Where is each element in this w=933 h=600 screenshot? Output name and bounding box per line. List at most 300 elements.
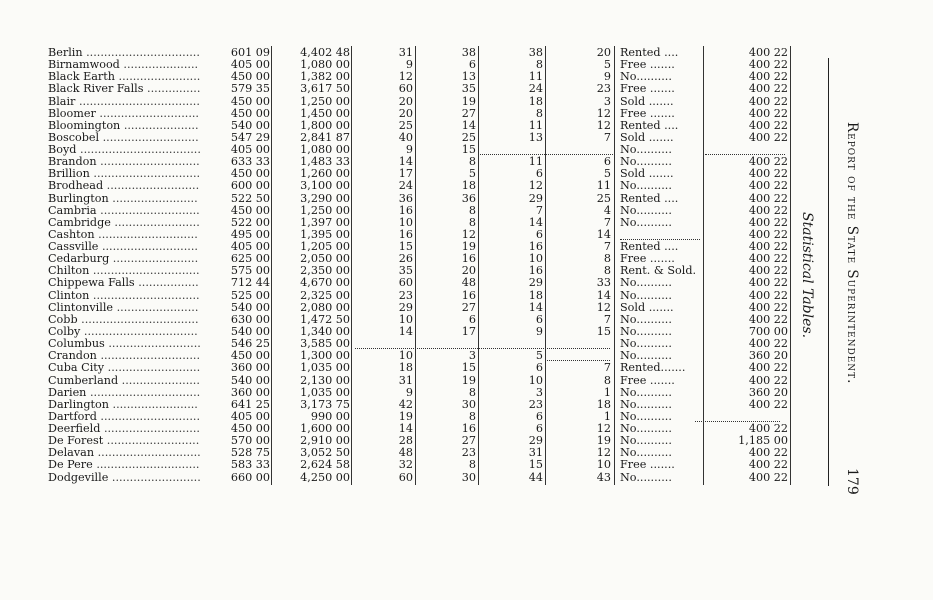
value-cell: 2,624 58	[300, 458, 350, 472]
school-name: Blair ..................................	[48, 94, 200, 108]
value-cell: 6	[535, 167, 543, 181]
school-name: Chilton ..............................	[48, 264, 200, 278]
value-cell: 16	[528, 240, 543, 254]
status-cell: Rented ....	[620, 118, 679, 132]
school-name: Cambridge ........................	[48, 215, 200, 229]
value-cell: 12	[461, 227, 476, 241]
value-cell: 24	[528, 82, 543, 96]
value-cell: 400 22	[748, 312, 788, 326]
empty-cell-leader	[695, 421, 780, 422]
value-cell: 8	[603, 373, 611, 387]
value-cell: 400 22	[748, 252, 788, 266]
value-cell: 31	[398, 373, 413, 387]
value-cell: 8	[535, 58, 543, 72]
value-cell: 17	[398, 167, 413, 181]
school-name: De Pere .............................	[48, 458, 200, 472]
value-cell: 450 00	[230, 349, 270, 363]
value-cell: 450 00	[230, 422, 270, 436]
status-cell: No..........	[620, 155, 672, 169]
value-cell: 16	[398, 203, 413, 217]
status-cell: No..........	[620, 215, 672, 229]
value-cell: 23	[596, 82, 611, 96]
value-cell: 400 22	[748, 470, 788, 484]
empty-cell-leader	[355, 348, 610, 349]
value-cell: 400 22	[748, 446, 788, 460]
value-cell: 14	[398, 155, 413, 169]
school-name: Brillion ..............................	[48, 167, 201, 181]
value-cell: 601 09	[230, 46, 270, 59]
value-cell: 400 22	[748, 94, 788, 108]
value-cell: 19	[461, 240, 476, 254]
value-cell: 18	[528, 288, 543, 302]
value-cell: 450 00	[230, 167, 270, 181]
value-cell: 1,600 00	[300, 422, 350, 436]
value-cell: 23	[461, 446, 476, 460]
value-cell: 14	[596, 288, 611, 302]
value-cell: 29	[528, 276, 543, 290]
value-cell: 3,617 50	[300, 82, 350, 96]
value-cell: 400 22	[748, 458, 788, 472]
value-cell: 15	[596, 324, 611, 338]
value-cell: 700 00	[748, 324, 788, 338]
value-cell: 17	[461, 324, 476, 338]
value-cell: 16	[461, 422, 476, 436]
value-cell: 24	[398, 179, 413, 193]
value-cell: 400 22	[748, 337, 788, 351]
school-name: Berlin ................................	[48, 46, 200, 59]
value-cell: 26	[398, 252, 413, 266]
value-cell: 18	[596, 397, 611, 411]
value-cell: 400 22	[748, 70, 788, 84]
value-cell: 400 22	[748, 422, 788, 436]
school-name: Dartford ............................	[48, 409, 201, 423]
value-cell: 12	[596, 446, 611, 460]
status-cell: No..........	[620, 312, 672, 326]
value-cell: 27	[461, 434, 476, 448]
value-cell: 400 22	[748, 373, 788, 387]
value-cell: 10	[398, 349, 413, 363]
value-cell: 7	[603, 240, 611, 254]
value-cell: 495 00	[230, 227, 270, 241]
empty-cell-leader	[480, 154, 615, 155]
value-cell: 31	[528, 446, 543, 460]
value-cell: 20	[596, 46, 611, 59]
status-cell: No..........	[620, 337, 672, 351]
value-cell: 25	[461, 130, 476, 144]
value-cell: 8	[468, 409, 476, 423]
value-cell: 547 29	[230, 130, 270, 144]
status-cell: Free .......	[620, 252, 675, 266]
value-cell: 450 00	[230, 203, 270, 217]
value-cell: 360 20	[748, 349, 788, 363]
header-rule	[828, 58, 829, 486]
value-cell: 6	[603, 155, 611, 169]
value-cell: 540 00	[230, 300, 270, 314]
value-cell: 625 00	[230, 252, 270, 266]
value-cell: 405 00	[230, 240, 270, 254]
value-cell: 36	[398, 191, 413, 205]
value-cell: 1,472 50	[300, 312, 350, 326]
value-cell: 6	[468, 58, 476, 72]
value-cell: 14	[528, 300, 543, 314]
value-cell: 2,325 00	[300, 288, 350, 302]
value-cell: 12	[528, 179, 543, 193]
status-cell: No..........	[620, 324, 672, 338]
value-cell: 1,397 00	[300, 215, 350, 229]
value-cell: 7	[603, 361, 611, 375]
value-cell: 6	[535, 409, 543, 423]
value-cell: 525 00	[230, 288, 270, 302]
value-cell: 3,290 00	[300, 191, 350, 205]
school-name: Burlington ........................	[48, 191, 198, 205]
school-name: Clinton ..............................	[48, 288, 200, 302]
value-cell: 6	[535, 312, 543, 326]
value-cell: 12	[398, 70, 413, 84]
school-name: Cobb .................................	[48, 312, 199, 326]
value-cell: 1,250 00	[300, 203, 350, 217]
value-cell: 2,130 00	[300, 373, 350, 387]
value-cell: 641 25	[230, 397, 270, 411]
value-cell: 38	[528, 46, 543, 59]
school-name: Brandon ............................	[48, 155, 200, 169]
value-cell: 3	[603, 94, 611, 108]
value-cell: 14	[398, 422, 413, 436]
value-cell: 5	[535, 349, 543, 363]
value-cell: 15	[461, 361, 476, 375]
status-cell: Sold .......	[620, 167, 674, 181]
value-cell: 28	[398, 434, 413, 448]
status-cell: No..........	[620, 409, 672, 423]
value-cell: 360 20	[748, 385, 788, 399]
value-cell: 1,382 00	[300, 70, 350, 84]
value-cell: 400 22	[748, 215, 788, 229]
status-cell: Free .......	[620, 58, 675, 72]
school-name: Cashton ............................	[48, 227, 198, 241]
value-cell: 6	[468, 312, 476, 326]
column-rule	[614, 46, 615, 485]
empty-cell-leader	[620, 239, 700, 240]
status-cell: No..........	[620, 434, 672, 448]
value-cell: 400 22	[748, 240, 788, 254]
school-name: Deerfield ...........................	[48, 422, 200, 436]
value-cell: 1,340 00	[300, 324, 350, 338]
value-cell: 575 00	[230, 264, 270, 278]
value-cell: 12	[596, 422, 611, 436]
value-cell: 60	[398, 82, 413, 96]
status-cell: Sold .......	[620, 130, 674, 144]
value-cell: 60	[398, 470, 413, 484]
section-title: Statistical Tables.	[799, 212, 815, 339]
school-name: Cedarburg ........................	[48, 252, 199, 266]
value-cell: 3,052 50	[300, 446, 350, 460]
value-cell: 8	[468, 385, 476, 399]
value-cell: 10	[398, 215, 413, 229]
value-cell: 19	[461, 373, 476, 387]
value-cell: 540 00	[230, 324, 270, 338]
value-cell: 9	[405, 385, 413, 399]
value-cell: 10	[528, 373, 543, 387]
school-name: Birnamwood .....................	[48, 58, 199, 72]
value-cell: 16	[398, 227, 413, 241]
value-cell: 400 22	[748, 155, 788, 169]
value-cell: 3,585 00	[300, 337, 350, 351]
value-cell: 400 22	[748, 191, 788, 205]
status-cell: No..........	[620, 397, 672, 411]
value-cell: 522 00	[230, 215, 270, 229]
school-name: Colby ................................	[48, 324, 198, 338]
value-cell: 27	[461, 106, 476, 120]
value-cell: 20	[461, 264, 476, 278]
value-cell: 528 75	[230, 446, 270, 460]
value-cell: 1,260 00	[300, 167, 350, 181]
value-cell: 29	[528, 191, 543, 205]
value-cell: 400 22	[748, 118, 788, 132]
value-cell: 1,035 00	[300, 385, 350, 399]
value-cell: 400 22	[748, 361, 788, 375]
value-cell: 400 22	[748, 203, 788, 217]
value-cell: 400 22	[748, 179, 788, 193]
value-cell: 9	[603, 70, 611, 84]
status-cell: Free .......	[620, 373, 675, 387]
value-cell: 23	[398, 288, 413, 302]
value-cell: 405 00	[230, 143, 270, 157]
value-cell: 1,185 00	[738, 434, 788, 448]
value-cell: 12	[596, 106, 611, 120]
value-cell: 360 00	[230, 361, 270, 375]
value-cell: 30	[461, 470, 476, 484]
value-cell: 1,205 00	[300, 240, 350, 254]
value-cell: 30	[461, 397, 476, 411]
value-cell: 11	[528, 155, 543, 169]
value-cell: 360 00	[230, 385, 270, 399]
column-rule	[703, 46, 704, 485]
status-cell: Free .......	[620, 106, 675, 120]
value-cell: 18	[528, 94, 543, 108]
value-cell: 4,402 48	[300, 46, 350, 59]
value-cell: 31	[398, 46, 413, 59]
value-cell: 400 22	[748, 276, 788, 290]
value-cell: 1,080 00	[300, 143, 350, 157]
school-name: Cambria ............................	[48, 203, 200, 217]
value-cell: 2,350 00	[300, 264, 350, 278]
value-cell: 2,910 00	[300, 434, 350, 448]
value-cell: 48	[398, 446, 413, 460]
value-cell: 29	[528, 434, 543, 448]
status-cell: No..........	[620, 70, 672, 84]
value-cell: 450 00	[230, 70, 270, 84]
value-cell: 400 22	[748, 46, 788, 59]
value-cell: 5	[603, 58, 611, 72]
column-rule	[351, 46, 352, 485]
value-cell: 4,250 00	[300, 470, 350, 484]
value-cell: 633 33	[230, 155, 270, 169]
value-cell: 40	[398, 130, 413, 144]
status-cell: Free .......	[620, 82, 675, 96]
value-cell: 400 22	[748, 397, 788, 411]
status-cell: No..........	[620, 179, 672, 193]
value-cell: 14	[528, 215, 543, 229]
status-cell: No..........	[620, 422, 672, 436]
value-cell: 32	[398, 458, 413, 472]
value-cell: 19	[398, 409, 413, 423]
value-cell: 1,250 00	[300, 94, 350, 108]
value-cell: 7	[535, 203, 543, 217]
value-cell: 546 25	[230, 337, 270, 351]
school-name: Darien ...............................	[48, 385, 201, 399]
value-cell: 13	[461, 70, 476, 84]
value-cell: 400 22	[748, 82, 788, 96]
school-name: Delavan .............................	[48, 446, 201, 460]
value-cell: 8	[603, 264, 611, 278]
value-cell: 400 22	[748, 227, 788, 241]
value-cell: 29	[398, 300, 413, 314]
status-cell: Rented ....	[620, 46, 679, 59]
status-cell: Free .......	[620, 458, 675, 472]
value-cell: 712 44	[230, 276, 270, 290]
value-cell: 3,100 00	[300, 179, 350, 193]
value-cell: 48	[461, 276, 476, 290]
value-cell: 12	[596, 300, 611, 314]
school-name: Darlington ........................	[48, 397, 198, 411]
value-cell: 7	[603, 312, 611, 326]
school-name: Crandon ............................	[48, 349, 201, 363]
value-cell: 42	[398, 397, 413, 411]
value-cell: 23	[528, 397, 543, 411]
value-cell: 11	[596, 179, 611, 193]
value-cell: 27	[461, 300, 476, 314]
value-cell: 3,173 75	[300, 397, 350, 411]
value-cell: 10	[398, 312, 413, 326]
value-cell: 540 00	[230, 373, 270, 387]
value-cell: 8	[468, 203, 476, 217]
value-cell: 1,800 00	[300, 118, 350, 132]
school-name: Boscobel ...........................	[48, 130, 199, 144]
value-cell: 2,050 00	[300, 252, 350, 266]
value-cell: 400 22	[748, 130, 788, 144]
value-cell: 5	[468, 167, 476, 181]
value-cell: 19	[596, 434, 611, 448]
value-cell: 15	[528, 458, 543, 472]
school-name: Brodhead ..........................	[48, 179, 200, 193]
status-cell: No..........	[620, 470, 672, 484]
status-cell: No..........	[620, 276, 672, 290]
school-name: Chippewa Falls .................	[48, 276, 199, 290]
status-cell: Rented ....	[620, 191, 679, 205]
value-cell: 60	[398, 276, 413, 290]
value-cell: 1	[603, 385, 611, 399]
column-rule	[478, 46, 479, 485]
value-cell: 35	[398, 264, 413, 278]
value-cell: 660 00	[230, 470, 270, 484]
value-cell: 11	[528, 70, 543, 84]
column-rule	[545, 46, 546, 485]
value-cell: 44	[528, 470, 543, 484]
value-cell: 19	[461, 94, 476, 108]
value-cell: 8	[603, 252, 611, 266]
value-cell: 400 22	[748, 58, 788, 72]
value-cell: 1,483 33	[300, 155, 350, 169]
value-cell: 9	[405, 58, 413, 72]
value-cell: 540 00	[230, 118, 270, 132]
value-cell: 43	[596, 470, 611, 484]
value-cell: 4	[603, 203, 611, 217]
value-cell: 18	[398, 361, 413, 375]
value-cell: 9	[535, 324, 543, 338]
value-cell: 6	[535, 361, 543, 375]
value-cell: 3	[535, 385, 543, 399]
value-cell: 8	[535, 106, 543, 120]
value-cell: 10	[528, 252, 543, 266]
school-name: Black River Falls ...............	[48, 82, 201, 96]
value-cell: 16	[461, 252, 476, 266]
value-cell: 33	[596, 276, 611, 290]
status-cell: No..........	[620, 349, 672, 363]
value-cell: 20	[398, 94, 413, 108]
value-cell: 1,450 00	[300, 106, 350, 120]
value-cell: 6	[535, 422, 543, 436]
school-name: Cumberland ......................	[48, 373, 200, 387]
value-cell: 522 50	[230, 191, 270, 205]
value-cell: 8	[468, 155, 476, 169]
value-cell: 14	[461, 118, 476, 132]
status-cell: No..........	[620, 288, 672, 302]
status-cell: No..........	[620, 385, 672, 399]
value-cell: 36	[461, 191, 476, 205]
page-number: 179	[844, 468, 860, 495]
value-cell: 7	[603, 130, 611, 144]
status-cell: No..........	[620, 203, 672, 217]
value-cell: 400 22	[748, 264, 788, 278]
value-cell: 2,841 87	[300, 130, 350, 144]
school-name: Clintonville .......................	[48, 300, 199, 314]
value-cell: 583 33	[230, 458, 270, 472]
empty-cell-leader	[545, 360, 610, 361]
value-cell: 450 00	[230, 94, 270, 108]
value-cell: 18	[461, 179, 476, 193]
status-cell: No..........	[620, 143, 672, 157]
value-cell: 8	[468, 215, 476, 229]
status-cell: Rent. & Sold.	[620, 264, 697, 278]
value-cell: 7	[603, 215, 611, 229]
value-cell: 570 00	[230, 434, 270, 448]
value-cell: 16	[461, 288, 476, 302]
value-cell: 20	[398, 106, 413, 120]
value-cell: 15	[461, 143, 476, 157]
school-name: Bloomington .....................	[48, 118, 199, 132]
value-cell: 450 00	[230, 106, 270, 120]
value-cell: 9	[405, 143, 413, 157]
value-cell: 5	[603, 167, 611, 181]
school-name: Black Earth .......................	[48, 70, 201, 84]
value-cell: 1,080 00	[300, 58, 350, 72]
school-name: Cuba City ..........................	[48, 361, 201, 375]
value-cell: 25	[596, 191, 611, 205]
value-cell: 10	[596, 458, 611, 472]
value-cell: 4,670 00	[300, 276, 350, 290]
value-cell: 1	[603, 409, 611, 423]
value-cell: 400 22	[748, 106, 788, 120]
column-rule	[271, 46, 272, 485]
value-cell: 405 00	[230, 58, 270, 72]
status-cell: Rented ....	[620, 240, 679, 254]
school-name: Boyd ..................................	[48, 143, 201, 157]
value-cell: 12	[596, 118, 611, 132]
value-cell: 25	[398, 118, 413, 132]
status-cell: Rented.......	[620, 361, 686, 375]
column-rule	[790, 46, 791, 485]
value-cell: 400 22	[748, 300, 788, 314]
school-name: De Forest ..........................	[48, 434, 200, 448]
